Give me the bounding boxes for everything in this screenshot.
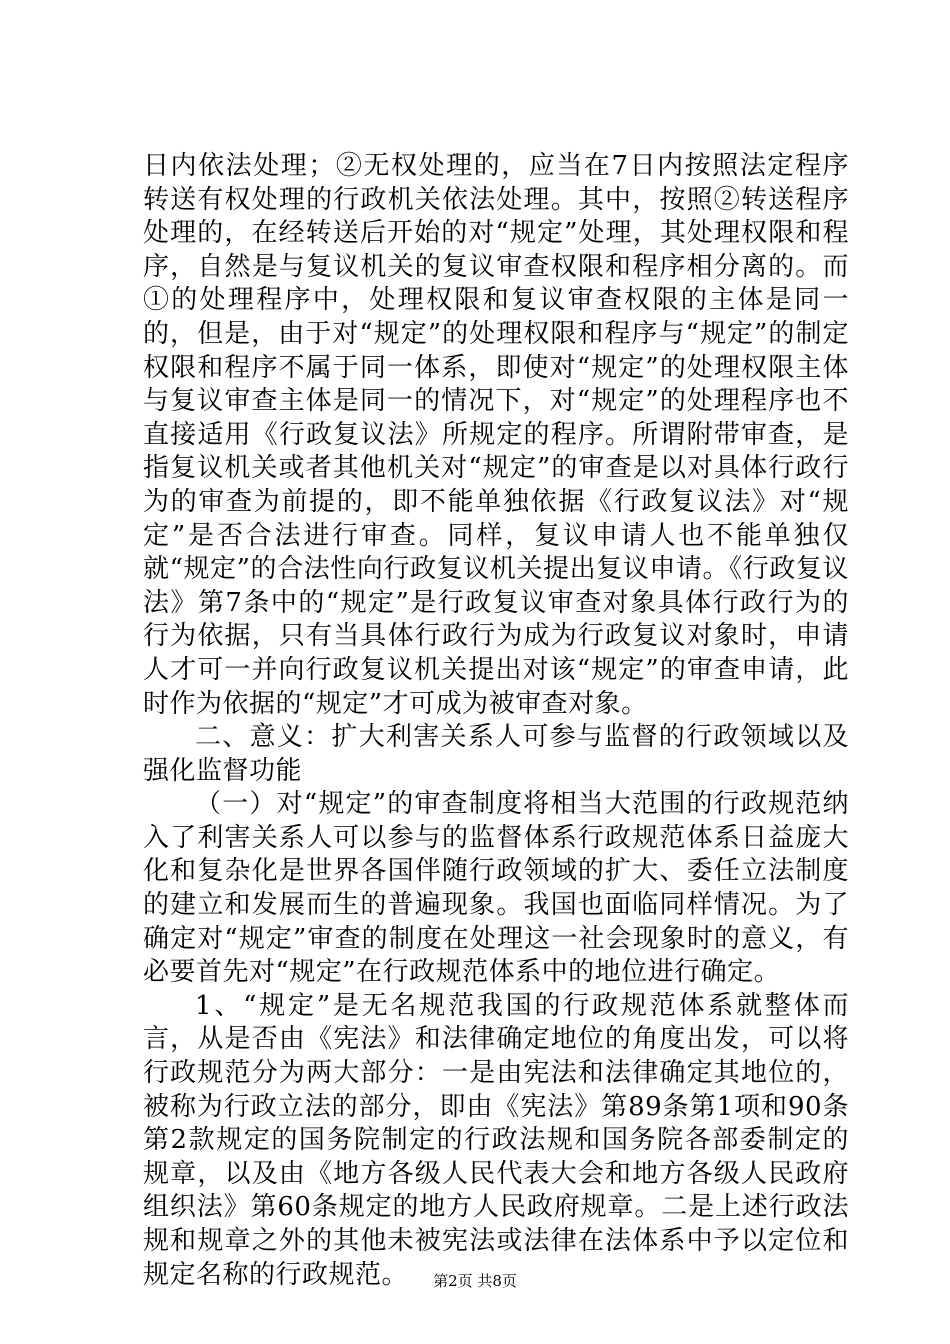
subsection-paragraph: （一）对“规定”的审查制度将相当大范围的行政规范纳入了利害关系人可以参与的监督体系行政规范体系日益庞大化和复杂化是世界各国伴随行政领域的扩大、委任立法制度的建立和发展而生的普遍现象。我国也面临同样情况。为了确定对“规定”审查的制度在处理这一社会现象时的意义，有必要首先对“规定”在行政规范体系中的地位进行确定。 [143, 789, 849, 988]
page-number-footer: 第2页 共8页 [433, 1272, 517, 1290]
numbered-paragraph: 1、“规定”是无名规范我国的行政规范体系就整体而言，从是否由《宪法》和法律确定地位的角度出发，可以将行政规范分为两大部分：一是由宪法和法律确定其地位的，被称为行政立法的部分，即由《宪法》第89条第1项和90条第2款规定的国务院制定的行政法规和国务院各部委制定的规章，以及由《地方各级人民代表大会和地方各级人民政府组织法》第60条规定的地方人民政府规章。二是上述行政法规和规章之外的其他未被宪法或法律在法体系中予以定位和规定名称的行政规范。 [143, 990, 849, 1290]
document-body [143, 150, 849, 1292]
section-heading: 二、意义：扩大利害关系人可参与监督的行政领域以及强化监督功能 [143, 722, 849, 786]
paragraph-continuation: 日内依法处理；②无权处理的，应当在7日内按照法定程序转送有权处理的行政机关依法处理。其中，按照②转送程序处理的，在经转送后开始的对“规定”处理，其处理权限和程序，自然是与复议机关的复议审查权限和程序相分离的。而①的处理程序中，处理权限和复议审查权限的主体是同一的，但是，由于对“规定”的处理权限和程序与“规定”的制定权限和程序不属于同一体系，即使对“规定”的处理权限主体与复议审查主体是同一的情况下，对“规定”的处理程序也不直接适用《行政复议法》所规定的程序。所谓附带审查，是指复议机关或者其他机关对“规定”的审查是以对具体行政行为的审查为前提的，即不能单独依据《行政复议法》对“规定”是否合法进行审查。同样，复议申请人也不能单独仅就“规定”的合法性向行政复议机关提出复议申请。《行政复议法》第7条中的“规定”是行政复议审查对象具体行政行为的行为依据，只有当具体行政行为成为行政复议对象时，申请人才可一并向行政复议机关提出对该“规定”的审查申请，此时作为依据的“规定”才可成为被审查对象。 [143, 151, 849, 719]
